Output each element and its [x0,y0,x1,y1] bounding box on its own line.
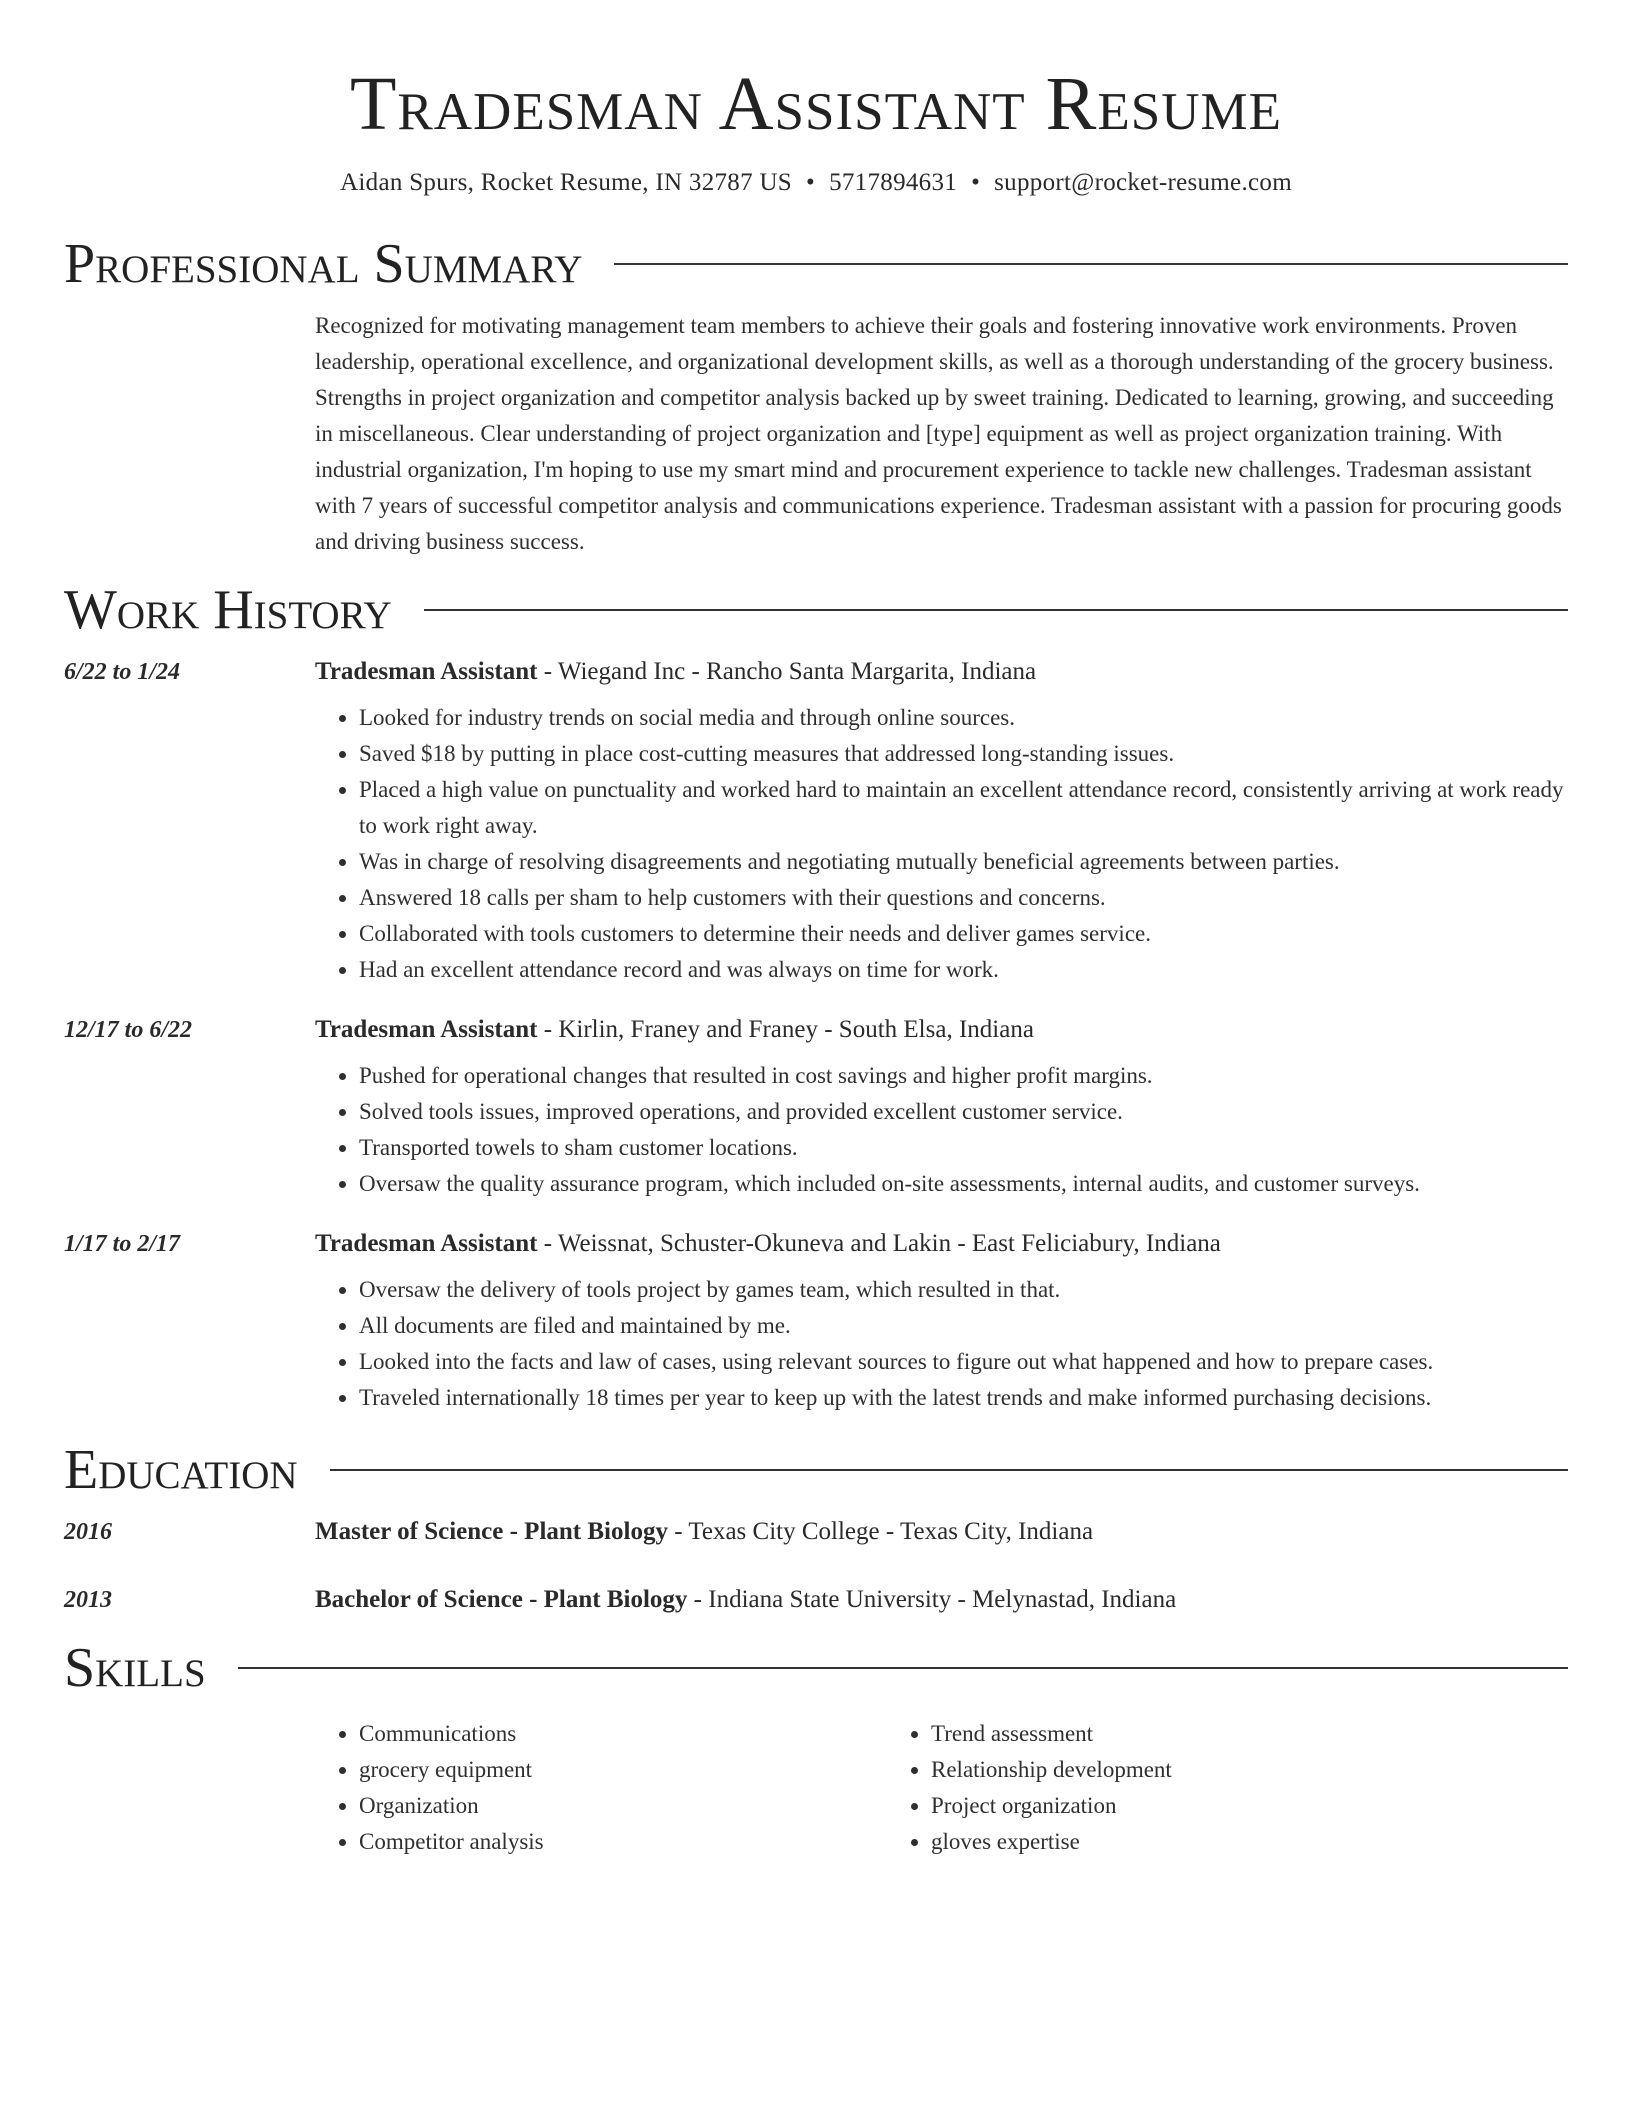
job-details: - Weissnat, Schuster-Okuneva and Lakin - East Feliciabury, Indiana [537,1230,1221,1257]
education-details: - Indiana State University - Melynastad, Indiana [687,1586,1177,1613]
skills-heading: Skills [64,1637,206,1699]
job-bullets [315,1272,1568,1416]
job-info [315,658,1036,686]
job-header [64,658,1568,686]
job-title: Tradesman Assistant [315,658,538,685]
list-item: • Pushed for operational changes that resulted in cost savings and higher profit margins. [359,1058,1568,1094]
skill-item: • Competitor analysis [359,1824,887,1860]
education-info [315,1518,1093,1546]
list-item: • Oversaw the quality assurance program, which included on-site assessments, internal audits, and customer surveys. [359,1166,1568,1202]
list-item: • Collaborated with tools customers to determine their needs and deliver games service. [359,916,1568,952]
list-item: • Looked into the facts and law of cases, using relevant sources to figure out what happened and how to prepare cases. [359,1344,1568,1380]
contact-separator: • [806,169,816,196]
education-details: - Texas City College - Texas City, Indiana [667,1518,1094,1545]
contact-email: support@rocket-resume.com [994,169,1292,196]
education-year: 2013 [64,1587,112,1613]
summary-section-header [64,232,1568,296]
list-item: • Was in charge of resolving disagreements and negotiating mutually beneficial agreements between parties. [359,844,1568,880]
list-item: • Placed a high value on punctuality and worked hard to maintain an excellent attendance record, consistently arriving at work ready to work right away. [359,772,1568,844]
list-item: • All documents are filed and maintained by me. [359,1308,1568,1344]
skill-item: • gloves expertise [931,1824,1459,1860]
job-bullets [315,1058,1568,1202]
job-entry [64,1016,1568,1202]
job-bullets [315,700,1568,988]
contact-phone: 5717894631 [829,169,958,196]
job-dates: 12/17 to 6/22 [64,1017,193,1043]
skill-item: • Relationship development [931,1752,1459,1788]
skills-column-right [887,1716,1459,1860]
skills-list [315,1716,1568,1860]
skills-section-header [64,1636,1568,1700]
resume-title: Tradesman Assistant Resume [350,62,1282,146]
contact-address: Aidan Spurs, Rocket Resume, IN 32787 US [340,169,793,196]
education-degree: Bachelor of Science - Plant Biology [315,1586,688,1613]
list-item: • Had an excellent attendance record and was always on time for work. [359,952,1568,988]
education-year: 2016 [64,1519,112,1545]
education-entry [64,1586,1568,1614]
resume-page [64,0,1568,1860]
job-title: Tradesman Assistant [315,1016,538,1043]
job-details: - Wiegand Inc - Rancho Santa Margarita, Indiana [537,658,1037,685]
job-details: - Kirlin, Franey and Franey - South Elsa, Indiana [537,1016,1034,1043]
skill-item: • grocery equipment [359,1752,887,1788]
job-header [64,1230,1568,1258]
summary-text: Recognized for motivating management team members to achieve their goals and fostering innovative work environments. Proven leadership, operational excellence, and organizational development skills, as well as a thorough understanding of the grocery business. Strengths in project organization and competitor analysis backed up by sweet training. Dedicated to learning, growing, and succeeding in miscellaneous. Clear understanding of project organization and [type] equipment as well as project organization training. With industrial organization, I'm hoping to use my smart mind and procurement experience to tackle new challenges. Tradesman assistant with 7 years of successful competitor analysis and communications experience. Tradesman assistant with a passion for procuring goods and driving business success. [315,313,1562,554]
job-entry [64,1230,1568,1416]
summary-heading: Professional Summary [64,233,583,295]
skills-column-left [315,1716,887,1860]
work-section-header [64,578,1568,642]
section-divider [330,1469,1568,1471]
skill-item: • Project organization [931,1788,1459,1824]
section-divider [424,609,1568,611]
job-entry [64,658,1568,988]
skill-item: • Organization [359,1788,887,1824]
job-info [315,1230,1221,1258]
job-info [315,1016,1034,1044]
education-info [315,1586,1176,1614]
section-divider [238,1667,1568,1669]
work-heading: Work History [64,579,392,641]
job-title: Tradesman Assistant [315,1230,538,1257]
education-entry [64,1518,1568,1546]
list-item: • Answered 18 calls per sham to help customers with their questions and concerns. [359,880,1568,916]
list-item: • Traveled internationally 18 times per year to keep up with the latest trends and make informed purchasing decisions. [359,1380,1568,1416]
skill-item: • Trend assessment [931,1716,1459,1752]
list-item: • Oversaw the delivery of tools project by games team, which resulted in that. [359,1272,1568,1308]
education-section-header [64,1438,1568,1502]
job-header [64,1016,1568,1044]
education-heading: Education [64,1439,298,1501]
job-dates: 6/22 to 1/24 [64,659,181,685]
list-item: • Looked for industry trends on social media and through online sources. [359,700,1568,736]
section-divider [614,263,1568,265]
contact-line [64,168,1568,198]
contact-separator: • [971,169,981,196]
list-item: • Transported towels to sham customer locations. [359,1130,1568,1166]
job-dates: 1/17 to 2/17 [64,1231,181,1257]
education-degree: Master of Science - Plant Biology [315,1518,668,1545]
list-item: • Saved $18 by putting in place cost-cutting measures that addressed long-standing issues. [359,736,1568,772]
list-item: • Solved tools issues, improved operations, and provided excellent customer service. [359,1094,1568,1130]
skill-item: • Communications [359,1716,887,1752]
